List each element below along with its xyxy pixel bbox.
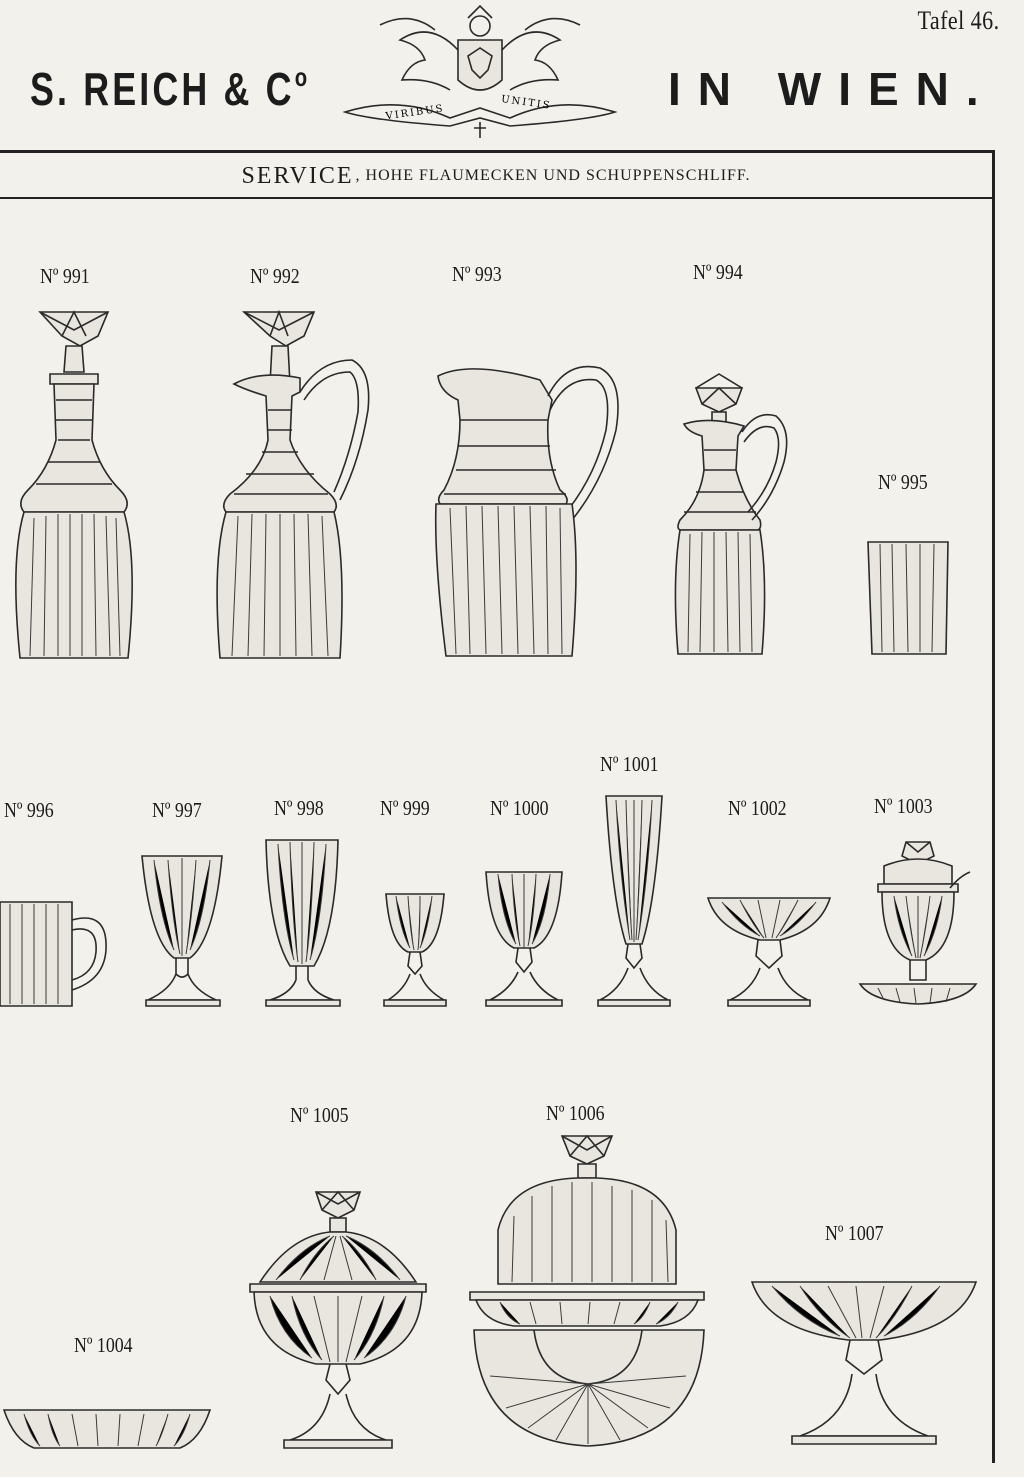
tazza-1002-illustration — [708, 898, 830, 1006]
section-title-main: SERVICE — [241, 162, 354, 189]
goblet-997-illustration — [142, 856, 222, 1006]
item-label-992: Nº 992 — [250, 264, 300, 288]
mustard-pot-1003-illustration — [860, 842, 976, 1004]
plate-number: Tafel 46. — [917, 6, 1000, 35]
tumbler-995-illustration — [868, 542, 948, 654]
motto-right: UNITIS — [500, 93, 553, 112]
item-label-998: Nº 998 — [274, 796, 324, 820]
covered-bowl-1005-illustration — [250, 1192, 426, 1448]
tazza-1007-illustration — [752, 1282, 976, 1444]
item-label-1004: Nº 1004 — [74, 1333, 133, 1357]
item-label-1001: Nº 1001 — [600, 752, 659, 776]
item-label-993: Nº 993 — [452, 262, 502, 286]
butter-dish-1006-illustration — [470, 1136, 704, 1446]
firm-superscript: o — [294, 62, 311, 92]
decanter-991-illustration — [16, 312, 132, 658]
item-label-1002: Nº 1002 — [728, 796, 787, 820]
item-label-996: Nº 996 — [4, 798, 54, 822]
item-label-1005: Nº 1005 — [290, 1103, 349, 1127]
glass-998-illustration — [266, 840, 340, 1006]
item-label-995: Nº 995 — [878, 470, 928, 494]
ewer-992-illustration — [217, 312, 369, 658]
goblet-999-illustration — [384, 894, 446, 1006]
item-label-1006: Nº 1006 — [546, 1101, 605, 1125]
cruet-994-illustration — [675, 374, 786, 654]
item-label-999: Nº 999 — [380, 796, 430, 820]
goblet-1000-illustration — [486, 872, 562, 1006]
item-label-1000: Nº 1000 — [490, 796, 549, 820]
item-label-1003: Nº 1003 — [874, 794, 933, 818]
dish-1004-illustration — [4, 1410, 210, 1448]
item-label-994: Nº 994 — [693, 260, 743, 284]
flute-1001-illustration — [598, 796, 670, 1006]
mug-996-illustration — [0, 902, 106, 1006]
motto-left: VIRIBUS — [384, 103, 446, 123]
city-name: IN WIEN. — [668, 63, 996, 115]
item-label-1007: Nº 1007 — [825, 1221, 884, 1245]
item-label-991: Nº 991 — [40, 264, 90, 288]
section-title-rest: , HOHE FLAUMECKEN UND SCHUPPENSCHLIFF. — [355, 167, 751, 184]
firm-name-text: S. REICH & C — [30, 63, 295, 115]
jug-993-illustration — [436, 367, 618, 656]
item-label-997: Nº 997 — [152, 798, 202, 822]
